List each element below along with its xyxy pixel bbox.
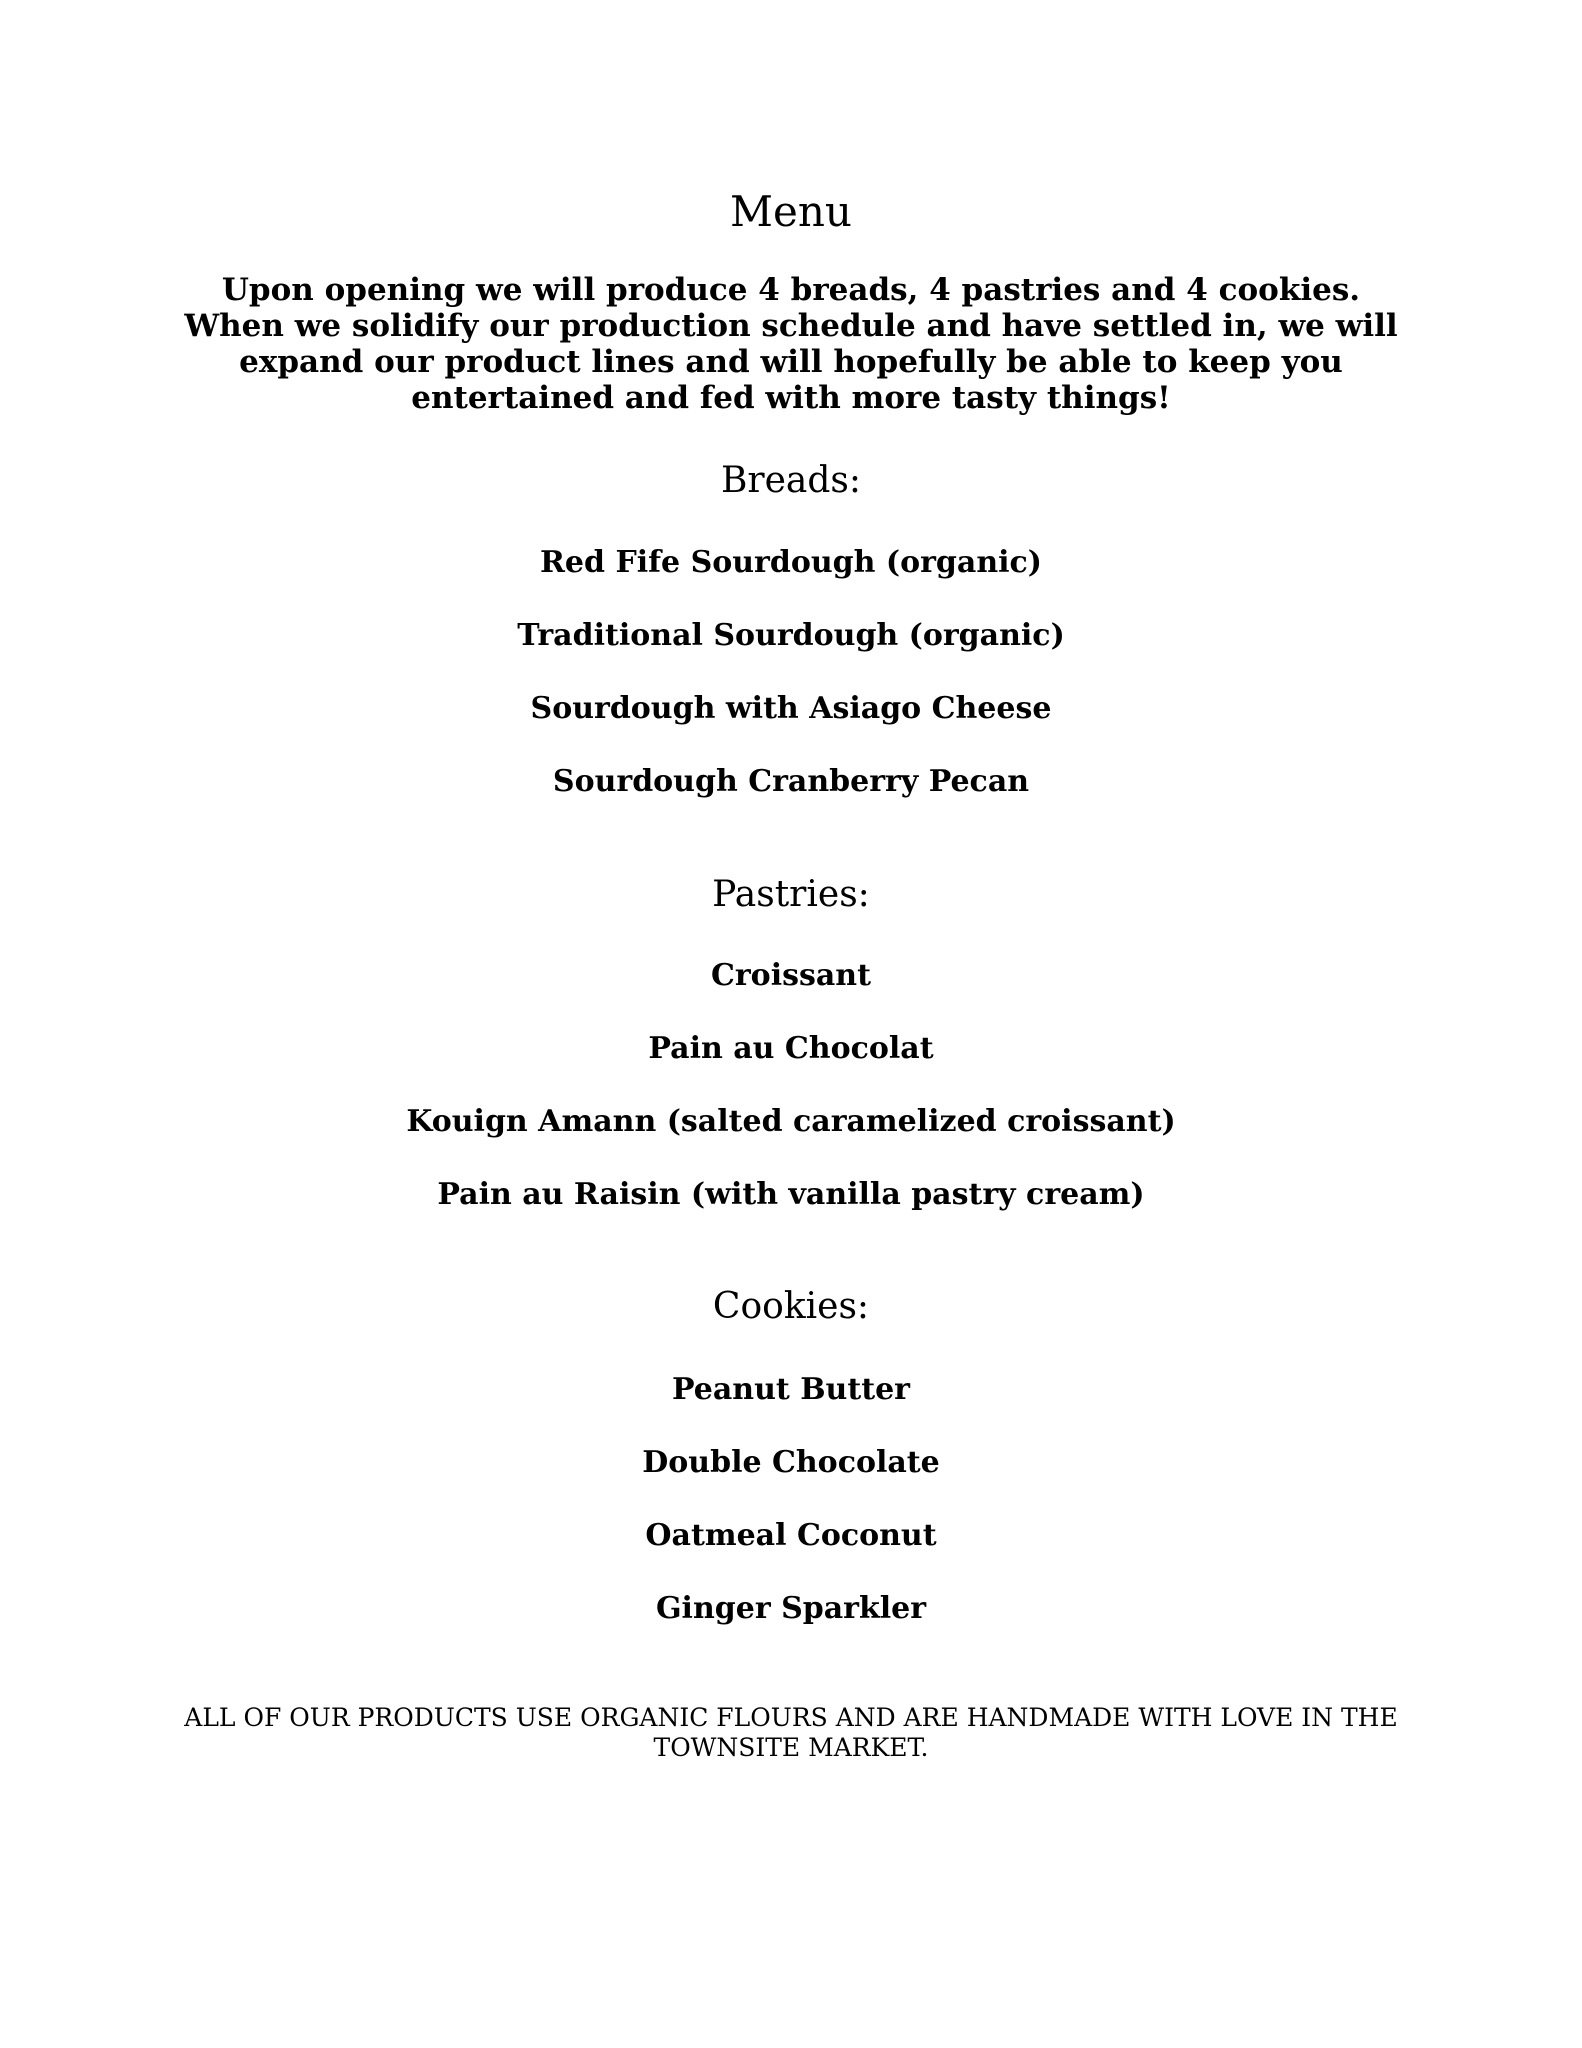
- menu-item: Kouign Amann (salted caramelized croissant): [406, 1104, 1176, 1139]
- section-heading-cookies: Cookies:: [712, 1286, 870, 1327]
- menu-item: Oatmeal Coconut: [645, 1518, 937, 1553]
- intro-paragraph: Upon opening we will produce 4 breads, 4 pastries and 4 cookies. When we solidify our production schedule and have settled in, we will expand our product lines and will hopefully be able to keep you entertained and fed with more tasty things!: [184, 272, 1398, 416]
- section-heading-breads: Breads:: [720, 460, 862, 501]
- menu-item: Double Chocolate: [642, 1445, 940, 1480]
- menu-item: Red Fife Sourdough (organic): [540, 545, 1042, 580]
- page-title: Menu: [730, 187, 852, 236]
- menu-item: Sourdough with Asiago Cheese: [530, 691, 1052, 726]
- menu-item: Pain au Chocolat: [648, 1031, 934, 1066]
- menu-item: Traditional Sourdough (organic): [517, 618, 1065, 653]
- menu-item: Ginger Sparkler: [655, 1591, 927, 1626]
- footer-note: ALL OF OUR PRODUCTS USE ORGANIC FLOURS AND ARE HANDMADE WITH LOVE IN THE TOWNSITE MARKET.: [184, 1703, 1398, 1762]
- menu-item: Sourdough Cranberry Pecan: [552, 764, 1030, 799]
- section-heading-pastries: Pastries:: [712, 874, 870, 915]
- menu-item: Croissant: [711, 958, 871, 993]
- menu-item: Pain au Raisin (with vanilla pastry cream): [437, 1177, 1145, 1212]
- menu-item: Peanut Butter: [672, 1372, 910, 1407]
